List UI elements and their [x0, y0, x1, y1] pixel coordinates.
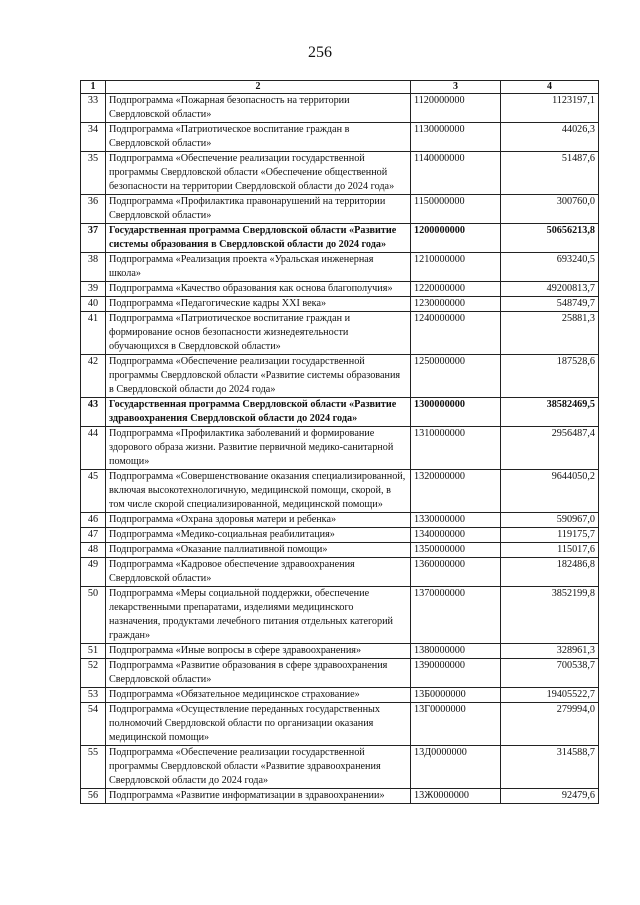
program-code: 1120000000: [411, 94, 501, 123]
row-number: 45: [81, 470, 106, 513]
table-header-row: [81, 81, 599, 94]
program-name: Подпрограмма «Кадровое обеспечение здравоохранения Свердловской области»: [106, 558, 411, 587]
amount: 693240,5: [501, 253, 599, 282]
header-col-1: 1: [81, 81, 106, 94]
header-col-4: 4: [501, 81, 599, 94]
table-row: [81, 688, 599, 703]
amount: 279994,0: [501, 703, 599, 746]
budget-table: [80, 80, 599, 804]
program-code: 1210000000: [411, 253, 501, 282]
program-name: Подпрограмма «Пожарная безопасность на территории Свердловской области»: [106, 94, 411, 123]
row-number: 36: [81, 195, 106, 224]
program-name: Подпрограмма «Обеспечение реализации государственной программы Свердловской области «Обеспечение общественной безопасности на территории Свердловской области до 2024 года»: [106, 152, 411, 195]
table-row: [81, 558, 599, 587]
program-code: 1230000000: [411, 297, 501, 312]
row-number: 42: [81, 355, 106, 398]
row-number: 48: [81, 543, 106, 558]
program-name: Подпрограмма «Меры социальной поддержки, обеспечение лекарственными препаратами, изделиями медицинского назначения, продуктами лечебного питания отдельных категорий граждан»: [106, 587, 411, 644]
program-code: 1370000000: [411, 587, 501, 644]
program-code: 1380000000: [411, 644, 501, 659]
program-code: 1330000000: [411, 513, 501, 528]
program-code: 1250000000: [411, 355, 501, 398]
row-number: 53: [81, 688, 106, 703]
table-row: [81, 644, 599, 659]
program-code: 1310000000: [411, 427, 501, 470]
amount: 119175,7: [501, 528, 599, 543]
program-name: Государственная программа Свердловской области «Развитие системы образования в Свердловской области до 2024 года»: [106, 224, 411, 253]
amount: 328961,3: [501, 644, 599, 659]
amount: 1123197,1: [501, 94, 599, 123]
program-name: Подпрограмма «Патриотическое воспитание граждан в Свердловской области»: [106, 123, 411, 152]
program-name: Подпрограмма «Совершенствование оказания специализированной, включая высокотехнологичную, медицинской помощи, скорой, в том числе скорой специализированной, медицинской помощи»: [106, 470, 411, 513]
row-number: 54: [81, 703, 106, 746]
amount: 2956487,4: [501, 427, 599, 470]
program-name: Подпрограмма «Развитие информатизации в здравоохранении»: [106, 789, 411, 804]
amount: 548749,7: [501, 297, 599, 312]
program-name: Подпрограмма «Осуществление переданных государственных полномочий Свердловской области по организации оказания медицинской помощи»: [106, 703, 411, 746]
program-code: 13Д0000000: [411, 746, 501, 789]
amount: 50656213,8: [501, 224, 599, 253]
table-row: [81, 312, 599, 355]
amount: 115017,6: [501, 543, 599, 558]
row-number: 41: [81, 312, 106, 355]
program-name: Подпрограмма «Обеспечение реализации государственной программы Свердловской области «Развитие здравоохранения Свердловской области до 2024 года»: [106, 746, 411, 789]
row-number: 55: [81, 746, 106, 789]
table-row: [81, 746, 599, 789]
row-number: 51: [81, 644, 106, 659]
row-number: 50: [81, 587, 106, 644]
amount: 314588,7: [501, 746, 599, 789]
amount: 25881,3: [501, 312, 599, 355]
table-row: [81, 789, 599, 804]
program-code: 1340000000: [411, 528, 501, 543]
table-row: [81, 659, 599, 688]
program-code: 1220000000: [411, 282, 501, 297]
amount: 92479,6: [501, 789, 599, 804]
amount: 49200813,7: [501, 282, 599, 297]
header-col-2: 2: [106, 81, 411, 94]
row-number: 52: [81, 659, 106, 688]
amount: 51487,6: [501, 152, 599, 195]
program-code: 13Ж0000000: [411, 789, 501, 804]
amount: 300760,0: [501, 195, 599, 224]
program-code: 1320000000: [411, 470, 501, 513]
table-row: [81, 703, 599, 746]
row-number: 34: [81, 123, 106, 152]
amount: 19405522,7: [501, 688, 599, 703]
page-number: 256: [308, 44, 332, 61]
program-code: 13Б0000000: [411, 688, 501, 703]
amount: 700538,7: [501, 659, 599, 688]
header-col-3: 3: [411, 81, 501, 94]
amount: 182486,8: [501, 558, 599, 587]
table-row: [81, 282, 599, 297]
row-number: 44: [81, 427, 106, 470]
row-number: 39: [81, 282, 106, 297]
row-number: 43: [81, 398, 106, 427]
table-row: [81, 513, 599, 528]
table-row: [81, 470, 599, 513]
program-code: 1150000000: [411, 195, 501, 224]
table-row: [81, 398, 599, 427]
program-code: 1360000000: [411, 558, 501, 587]
program-code: 1350000000: [411, 543, 501, 558]
table-row: [81, 94, 599, 123]
row-number: 56: [81, 789, 106, 804]
program-name: Подпрограмма «Педагогические кадры XXI века»: [106, 297, 411, 312]
program-code: 13Г0000000: [411, 703, 501, 746]
program-name: Подпрограмма «Обязательное медицинское страхование»: [106, 688, 411, 703]
program-code: 1200000000: [411, 224, 501, 253]
row-number: 38: [81, 253, 106, 282]
table-row: [81, 297, 599, 312]
table-row: [81, 195, 599, 224]
program-code: 1140000000: [411, 152, 501, 195]
row-number: 35: [81, 152, 106, 195]
row-number: 46: [81, 513, 106, 528]
program-name: Подпрограмма «Медико-социальная реабилитация»: [106, 528, 411, 543]
table-row: [81, 427, 599, 470]
table-row: [81, 123, 599, 152]
amount: 44026,3: [501, 123, 599, 152]
program-name: Государственная программа Свердловской области «Развитие здравоохранения Свердловской области до 2024 года»: [106, 398, 411, 427]
table-row: [81, 587, 599, 644]
row-number: 47: [81, 528, 106, 543]
table-row: [81, 224, 599, 253]
amount: 9644050,2: [501, 470, 599, 513]
program-name: Подпрограмма «Иные вопросы в сфере здравоохранения»: [106, 644, 411, 659]
table-row: [81, 253, 599, 282]
table-body: [81, 94, 599, 804]
program-code: 1240000000: [411, 312, 501, 355]
program-name: Подпрограмма «Качество образования как основа благополучия»: [106, 282, 411, 297]
row-number: 33: [81, 94, 106, 123]
program-code: 1390000000: [411, 659, 501, 688]
table-row: [81, 152, 599, 195]
amount: 590967,0: [501, 513, 599, 528]
program-code: 1130000000: [411, 123, 501, 152]
amount: 3852199,8: [501, 587, 599, 644]
program-code: 1300000000: [411, 398, 501, 427]
table-row: [81, 528, 599, 543]
program-name: Подпрограмма «Развитие образования в сфере здравоохранения Свердловской области»: [106, 659, 411, 688]
program-name: Подпрограмма «Оказание паллиативной помощи»: [106, 543, 411, 558]
program-name: Подпрограмма «Профилактика заболеваний и формирование здорового образа жизни. Развитие первичной медико-санитарной помощи»: [106, 427, 411, 470]
row-number: 49: [81, 558, 106, 587]
row-number: 37: [81, 224, 106, 253]
program-name: Подпрограмма «Патриотическое воспитание граждан и формирование основ безопасности жизнедеятельности обучающихся в Свердловской области»: [106, 312, 411, 355]
amount: 38582469,5: [501, 398, 599, 427]
program-name: Подпрограмма «Охрана здоровья матери и ребенка»: [106, 513, 411, 528]
table-row: [81, 543, 599, 558]
row-number: 40: [81, 297, 106, 312]
program-name: Подпрограмма «Реализация проекта «Уральская инженерная школа»: [106, 253, 411, 282]
program-name: Подпрограмма «Обеспечение реализации государственной программы Свердловской области «Развитие системы образования в Свердловской области до 2024 года»: [106, 355, 411, 398]
table-row: [81, 355, 599, 398]
amount: 187528,6: [501, 355, 599, 398]
program-name: Подпрограмма «Профилактика правонарушений на территории Свердловской области»: [106, 195, 411, 224]
